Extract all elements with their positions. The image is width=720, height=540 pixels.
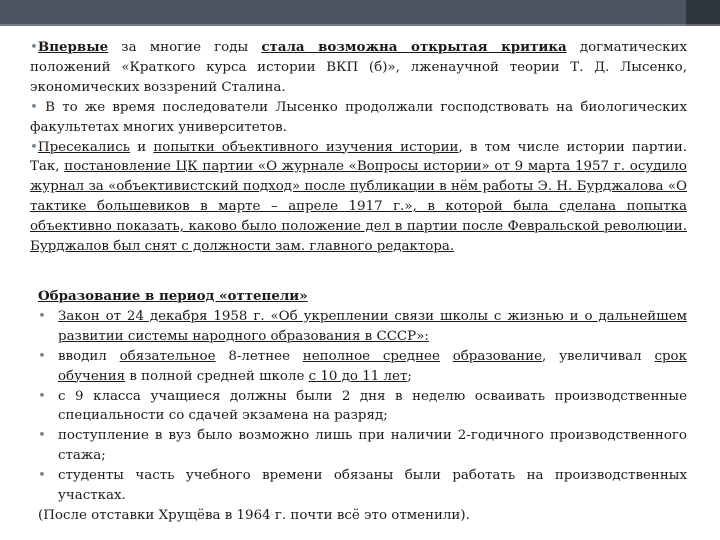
text-segment: 8-летнее bbox=[215, 348, 303, 364]
paragraph-criticism bbox=[30, 38, 687, 98]
bullet-mark: • bbox=[30, 139, 38, 155]
slide-body bbox=[30, 38, 687, 526]
header-accent-block bbox=[686, 0, 720, 26]
education-list bbox=[30, 307, 687, 506]
list-item bbox=[58, 307, 687, 347]
text-segment: В то же время последователи Лысенко продолжали господствовать на биологических факультетах многих университетов. bbox=[30, 99, 687, 135]
section-title bbox=[38, 287, 687, 307]
text-segment: постановление ЦК партии «О журнале «Вопросы истории» от 9 марта 1957 г. осудило журнал за «объективистский подход» после публикации в нём работы Э. Н. Бурджалова «О тактике большевиков в марте – апреле 1917 г.», в которой была сделана попытка объективно показать, каково было положение дел в партии после Февральской революции. Бурджалов был снят с должности зам. главного редактора. bbox=[30, 159, 687, 255]
text-segment: обязательное bbox=[119, 348, 216, 364]
text-segment bbox=[440, 349, 453, 364]
closing-note: (После отставки Хрущёва в 1964 г. почти всё это отменили). bbox=[38, 507, 470, 523]
text-segment: , в том числе истории партии. Так, bbox=[30, 139, 687, 175]
text-segment: за многие годы bbox=[108, 40, 262, 55]
text-segment: в полной средней школе bbox=[125, 368, 309, 384]
text-segment: догматических положений «Краткого курса истории ВКП (б)», лженаучной теории Т. Д. Лысенко, экономических воззрений Сталина. bbox=[30, 40, 688, 95]
list-item bbox=[58, 387, 687, 427]
list-item bbox=[58, 466, 687, 506]
text-segment: Впервые bbox=[37, 39, 109, 55]
list-item bbox=[58, 347, 687, 387]
text-segment: срок обучения bbox=[58, 348, 687, 384]
text-segment: студенты часть учебного времени обязаны были работать на производственных участках. bbox=[58, 468, 687, 504]
text-segment: попытки объективного изучения истории bbox=[153, 139, 459, 155]
text-segment: образование bbox=[452, 348, 543, 364]
text-segment: вводил bbox=[58, 348, 120, 364]
text-segment: поступление в вуз было возможно лишь при наличии 2-годичного производственного стажа; bbox=[58, 428, 687, 464]
paragraph-lysenko bbox=[30, 98, 687, 138]
text-segment: ; bbox=[407, 368, 412, 384]
text-segment: и bbox=[130, 139, 154, 155]
text-segment: неполное среднее bbox=[302, 348, 440, 364]
text-segment: стала возможна открытая критика bbox=[261, 39, 567, 55]
text-segment: Закон от 24 декабря 1958 г. «Об укреплении связи школы с жизнью и о дальнейшем развитии системы народного образования в СССР»: bbox=[58, 308, 687, 344]
paragraph-history bbox=[30, 138, 687, 257]
bullet-mark: • bbox=[30, 40, 38, 55]
text-segment: , увеличивал bbox=[542, 348, 655, 364]
text-segment: с 10 до 11 лет bbox=[308, 368, 408, 384]
bullet-mark: • bbox=[30, 99, 38, 115]
slide-header-bar bbox=[0, 0, 720, 26]
list-item bbox=[58, 426, 687, 466]
section-title-text: Образование в период «оттепели» bbox=[38, 287, 308, 304]
text-segment: Пресекались bbox=[37, 139, 131, 155]
header-divider bbox=[0, 24, 720, 26]
text-segment: с 9 класса учащиеся должны были 2 дня в неделю осваивать производственные специальности со сдачей экзамена на разряд; bbox=[58, 388, 687, 424]
